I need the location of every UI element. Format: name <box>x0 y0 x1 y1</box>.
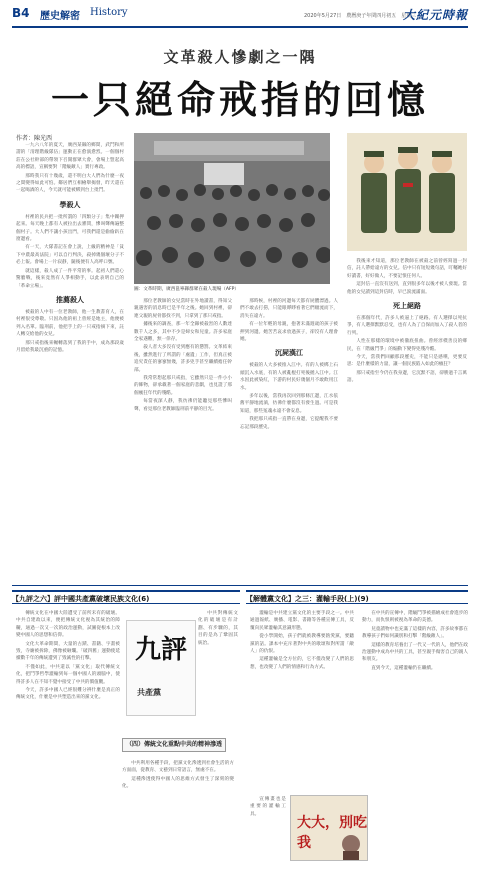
bottom-left-heading: 【九評之六】評中國共產黨破壞民族文化(6) <box>12 590 240 604</box>
propaganda-poster <box>290 795 368 861</box>
article-headline: 一只絕命戒指的回憶 <box>50 77 429 122</box>
bottom-rule <box>12 585 468 586</box>
bottom-left-col-3: 中共利用各種手段，把黨文化滲透到社會生活的方方面面，從教育、文藝到日常語言，無處不在。 這種滲透使得中國人的思維方式發生了深刻的變化。 <box>122 761 234 790</box>
column-4: 我後來才知道，那位老教師在被殺之前曾經寫過一封信，託人帶給遠方的女兒。信中只有短短幾句話，叮囑她好好讀書，好好做人，不要記恨任何人。 這封信一直沒有送到，直到很多年以後才被人發現。當他的女兒讀到這封信時，早已淚流滿面。 死上絕路 在那個年代，許多人被逼上了絕路。有人選擇以死抗爭，有人選擇默默忍受，也有人為了自保而加入了殺人者的行列。 人性在那樣的環境中被徹底扭曲。曾經淳樸善良的鄉民，在「階級鬥爭」的煽動下變得兇殘冷酷。 今天，當我們回顧那段歷史，不能只是感嘆，更要反思：是什麼樣的力量，讓一個民族陷入如此的瘋狂？ 那只戒指至今仍在我身邊，它沉默不語，卻勝過千言萬語。 <box>347 259 467 384</box>
subhead-3: 沉屍漢江 <box>275 349 303 358</box>
book-title: 九評 <box>135 635 188 665</box>
photo-caption: 圖：文革時期，廣西邕寧縣群眾在殺人現場（AFP） <box>134 287 240 292</box>
newspaper-name: 大紀元時報 <box>402 8 468 22</box>
section-code: B4 <box>12 6 30 20</box>
page-header <box>12 3 468 25</box>
bottom-right-col-3: 宣傳畫也是重要的灌輸工具。 <box>250 797 286 817</box>
header-rule <box>12 26 468 28</box>
bottom-right-col-2: 在中共的宣傳中，階級鬥爭被描繪成社會進步的動力，而仇恨則被視為革命的美德。 兒童讀物中也充滿了這樣的內容，許多故事都在教導孩子們如何識別和打擊「階級敵人」。 這樣的教育培養出了一代又一代的人，他們在政治運動中成為中共的工具，甚至親手傷害自己的親人和朋友。 直到今天，這種灌輸仍在繼續。 <box>362 611 468 671</box>
article-byline: 作者：陳光西 <box>16 135 53 142</box>
bottom-right-col-1: 灌輸是中共建立黨文化的主要手段之一。中共通過報紙、廣播、電影、書籍等各種宣傳工具，反覆向民眾灌輸其意識形態。 從小學開始，孩子們就被教導要熱愛黨，要聽黨的話。課本中充斥著對中共的歌頌和對所謂「敵人」的仇恨。 這種灌輸是全方位的，它不僅改變了人們的思想，也改變了人們的情感和行為方式。 <box>250 611 354 670</box>
bottom-left-col-2: 中共對傳統文化的破壞是有計劃、有步驟的，其目的是為了鞏固其統治。 <box>198 611 238 646</box>
article-kicker: 文革殺人慘劇之一隅 <box>163 48 317 66</box>
poster-text: 大大，別吃我 <box>297 815 367 851</box>
column-2: 那位老教師的女兒當時在外地讀書，得知父親遇害的消息時已是半年之後。她回到村裡，卻連父親的屍骨都找不到，只拿到了那只戒指。 據後來的調查，那一年全縣被殺害的人數達數千人之多，其中不少是婦女和兒童。許多家庭全家遇難，無一倖存。 殺人者大多沒有受到應有的懲罰。文革結束後，雖然進行了所謂的「處遺」工作，但真正被追究責任的寥寥無幾，許多兇手甚至繼續擔任幹部。 我常常想起那只戒指，它雖然只是一件小小的飾物，卻承載著一個家庭的悲劇，也見證了那個瘋狂年代的殘酷。 每當夜深人靜，我彷彿仍能聽見那些慘叫聲，看見那位老教師臨刑前平靜的目光。 <box>134 299 232 412</box>
column-3: 那時候，村裡的河邊每天都有屍體漂過。人們不敢去打撈，只能眼睜睜看著它們順流而下，消失在遠方。 有一位年輕的母親，抱著未滿週歲的孩子被押到河邊。她苦苦哀求放過孩子，卻沒有人理會她。 沉屍漢江 被殺的人大多被推入江中。有的人被綁上石頭沉入水底，有的人被亂棍打死後拋入江中。江水因此被染紅，下游的村民好幾個月不敢飲用江水。 多年以後，當我再次回到那條江邊，江水依舊平靜地流淌，彷彿什麼都沒有發生過。可是我知道，那些冤魂永遠不會安息。 我把那只戒指一直帶在身邊，它提醒我不要忘記那段歷史。 <box>240 299 338 430</box>
subhead-2: 推薦殺人 <box>56 295 84 304</box>
article-photo <box>134 133 330 284</box>
book-subtitle: 共產黨 <box>137 688 161 697</box>
book-cover <box>126 620 196 716</box>
subhead-1: 學殺人 <box>59 200 81 209</box>
subhead-4: 死上絕路 <box>393 302 421 311</box>
bottom-left-col-1: 傳統文化在中國大陸遭受了前所未有的破壞。中共自建政以來，便把傳統文化視為其統治的障礙，通過一次又一次的政治運動，試圖從根本上改變中國人的思想和信仰。 文化大革命期間，大量的古蹟、書籍、字畫被毀，寺廟被拆除，佛像被砸爛。「破四舊」運動使延續數千年的傳統遭到了毀滅性的打擊。 不僅如此，中共還以「黨文化」取代傳統文化，把鬥爭哲學灌輸到每一個中國人的頭腦中，使得許多人在不知不覺中接受了中共的價值觀。 今天，許多中國人已經很難分辨什麼是真正的傳統文化，什麼是中共塑造出來的黨文化。 <box>16 611 120 701</box>
soldiers-illustration <box>347 133 467 251</box>
issue-date: 2020年5月27日 農曆庚子年閏四月初五 星期三 <box>304 13 417 19</box>
column-1: 一九六八年的夏天，廣西某縣的鄉間，武鬥和所謂的「清理階級隊伍」運動正在愈演愈烈。一個個村莊在公社幹部的帶領下召開群眾大會，會場上豎起高高的標語，宣稱要對「階級敵人」實行專政。 那時我只有十幾歲，還不明白大人們為什麼一夜之間變得如此可怕。鄰居們互相檢舉揭發，昨天還在一起喝酒的人，今天就可能被綁到台上批鬥。 學殺人 村裡的民兵把一批所謂的「四類分子」集中關押起來。每天晚上都有人被拉出去審問，慘叫聲傳遍整個村子。大人們不讓小孩出門，可我們還是偷偷趴在窗邊看。 有一天，大隊書記在會上說，上級的精神是「貧下中農最高法院」可以自行判決，殺掉幾個壞分子不必上報。會場上一片寂靜，隨後便有人高呼口號。 就這樣，殺人成了一件平常的事。起初人們還心驚膽戰，後來竟然有人爭相動手，以此表明自己的「革命立場」。 推薦殺人 被殺的人中有一位老教師，他一生教書育人，在村裡很受尊敬。只因為他的祖上曾經是地主，他便被列入名單。臨刑前，他把手上的一只戒指摘下來，託人轉交給他的女兒。 那只戒指後來輾轉落到了我的手中，成為那段歲月留給我最沉重的記憶。 <box>16 143 124 353</box>
subsection-banner: （四）傳統文化重點中共的精神滲透 <box>122 738 226 752</box>
section-title: 歷史解密 <box>40 11 80 22</box>
section-title-english: History <box>90 7 128 18</box>
bottom-right-heading: 【解體黨文化】之三：灌輸手段(上)(9) <box>246 590 468 604</box>
